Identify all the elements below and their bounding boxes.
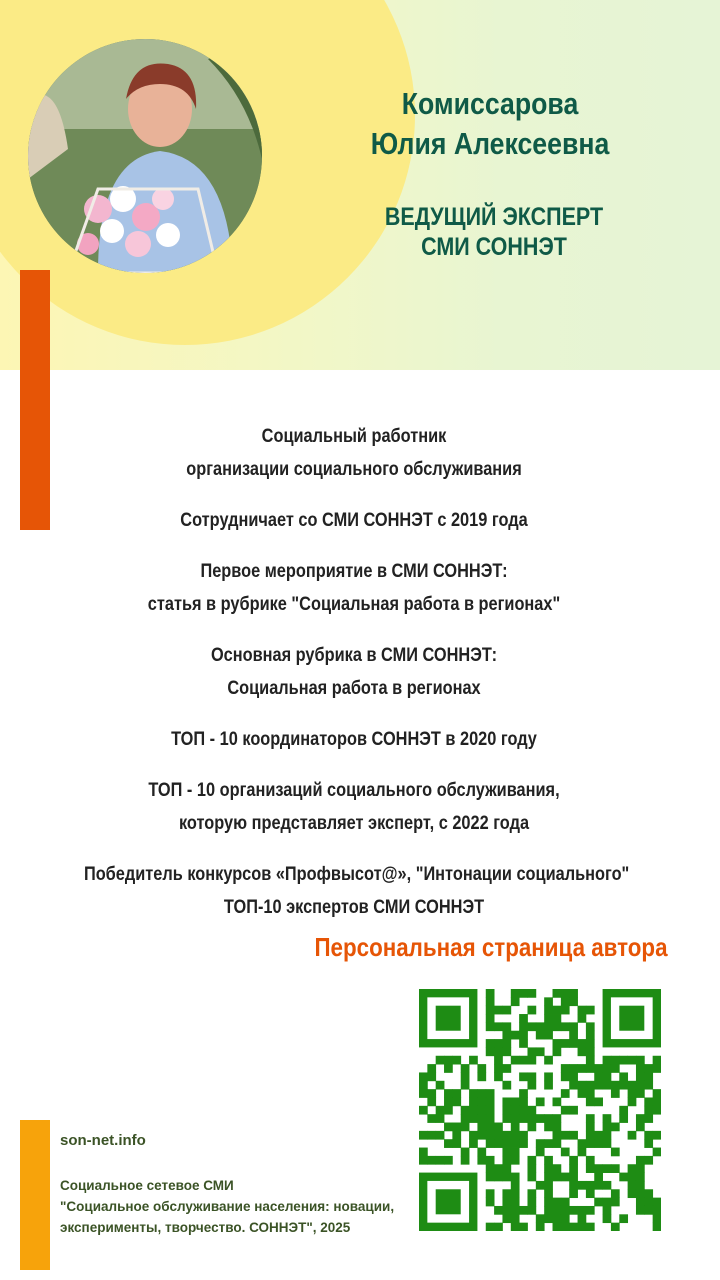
author-role-line2: СМИ СОННЭТ xyxy=(421,233,567,261)
footer xyxy=(60,1130,394,1238)
qr-code-graphic xyxy=(419,989,661,1231)
site-link[interactable]: son-net.info xyxy=(60,1132,146,1149)
info-line: Сотрудничает со СМИ СОННЭТ с 2019 года xyxy=(180,510,528,531)
footer-line: "Социальное обслуживание населения: новации, xyxy=(60,1199,395,1214)
author-role xyxy=(365,202,623,262)
author-surname: Комиссарова xyxy=(401,86,579,121)
header-banner xyxy=(0,0,720,370)
info-line: Первое мероприятие в СМИ СОННЭТ: xyxy=(200,561,508,582)
info-line: организации социального обслуживания xyxy=(186,459,522,480)
author-name xyxy=(361,84,619,164)
author-given-names: Юлия Алексеевна xyxy=(370,126,610,161)
info-line: Победитель конкурсов «Профвысот@», "Интонации социального" xyxy=(83,864,630,885)
info-line: которую представляет эксперт, с 2022 года xyxy=(178,813,530,834)
info-line: ТОП-10 экспертов СМИ СОННЭТ xyxy=(223,897,485,918)
author-role-line1: ВЕДУЩИЙ ЭКСПЕРТ xyxy=(384,203,604,231)
footer-line: Социальное сетевое СМИ xyxy=(60,1178,234,1193)
info-line: Социальный работник xyxy=(261,426,447,447)
info-block-first-event xyxy=(40,555,668,621)
info-block-position xyxy=(40,420,668,486)
qr-code-icon[interactable] xyxy=(419,989,661,1231)
info-line: ТОП - 10 организаций социального обслуживания, xyxy=(148,780,560,801)
author-info xyxy=(40,420,668,924)
info-line: статья в рубрике "Социальная работа в регионах" xyxy=(147,594,561,615)
info-block-top-organizations xyxy=(40,774,668,840)
info-block-main-rubric xyxy=(40,639,668,705)
footer-line: эксперименты, творчество. СОННЭТ", 2025 xyxy=(60,1220,351,1235)
author-photo xyxy=(28,39,262,273)
accent-bar-bottom xyxy=(20,1120,50,1270)
portrait-illustration xyxy=(28,39,262,273)
info-block-awards xyxy=(40,858,668,924)
info-block-since xyxy=(40,504,668,537)
info-line: ТОП - 10 координаторов СОННЭТ в 2020 году xyxy=(171,729,537,750)
info-line: Основная рубрика в СМИ СОННЭТ: xyxy=(210,645,498,666)
info-block-top-coordinators xyxy=(40,723,668,756)
info-line: Социальная работа в регионах xyxy=(227,678,481,699)
personal-page-link[interactable]: Персональная страница автора xyxy=(314,932,668,962)
